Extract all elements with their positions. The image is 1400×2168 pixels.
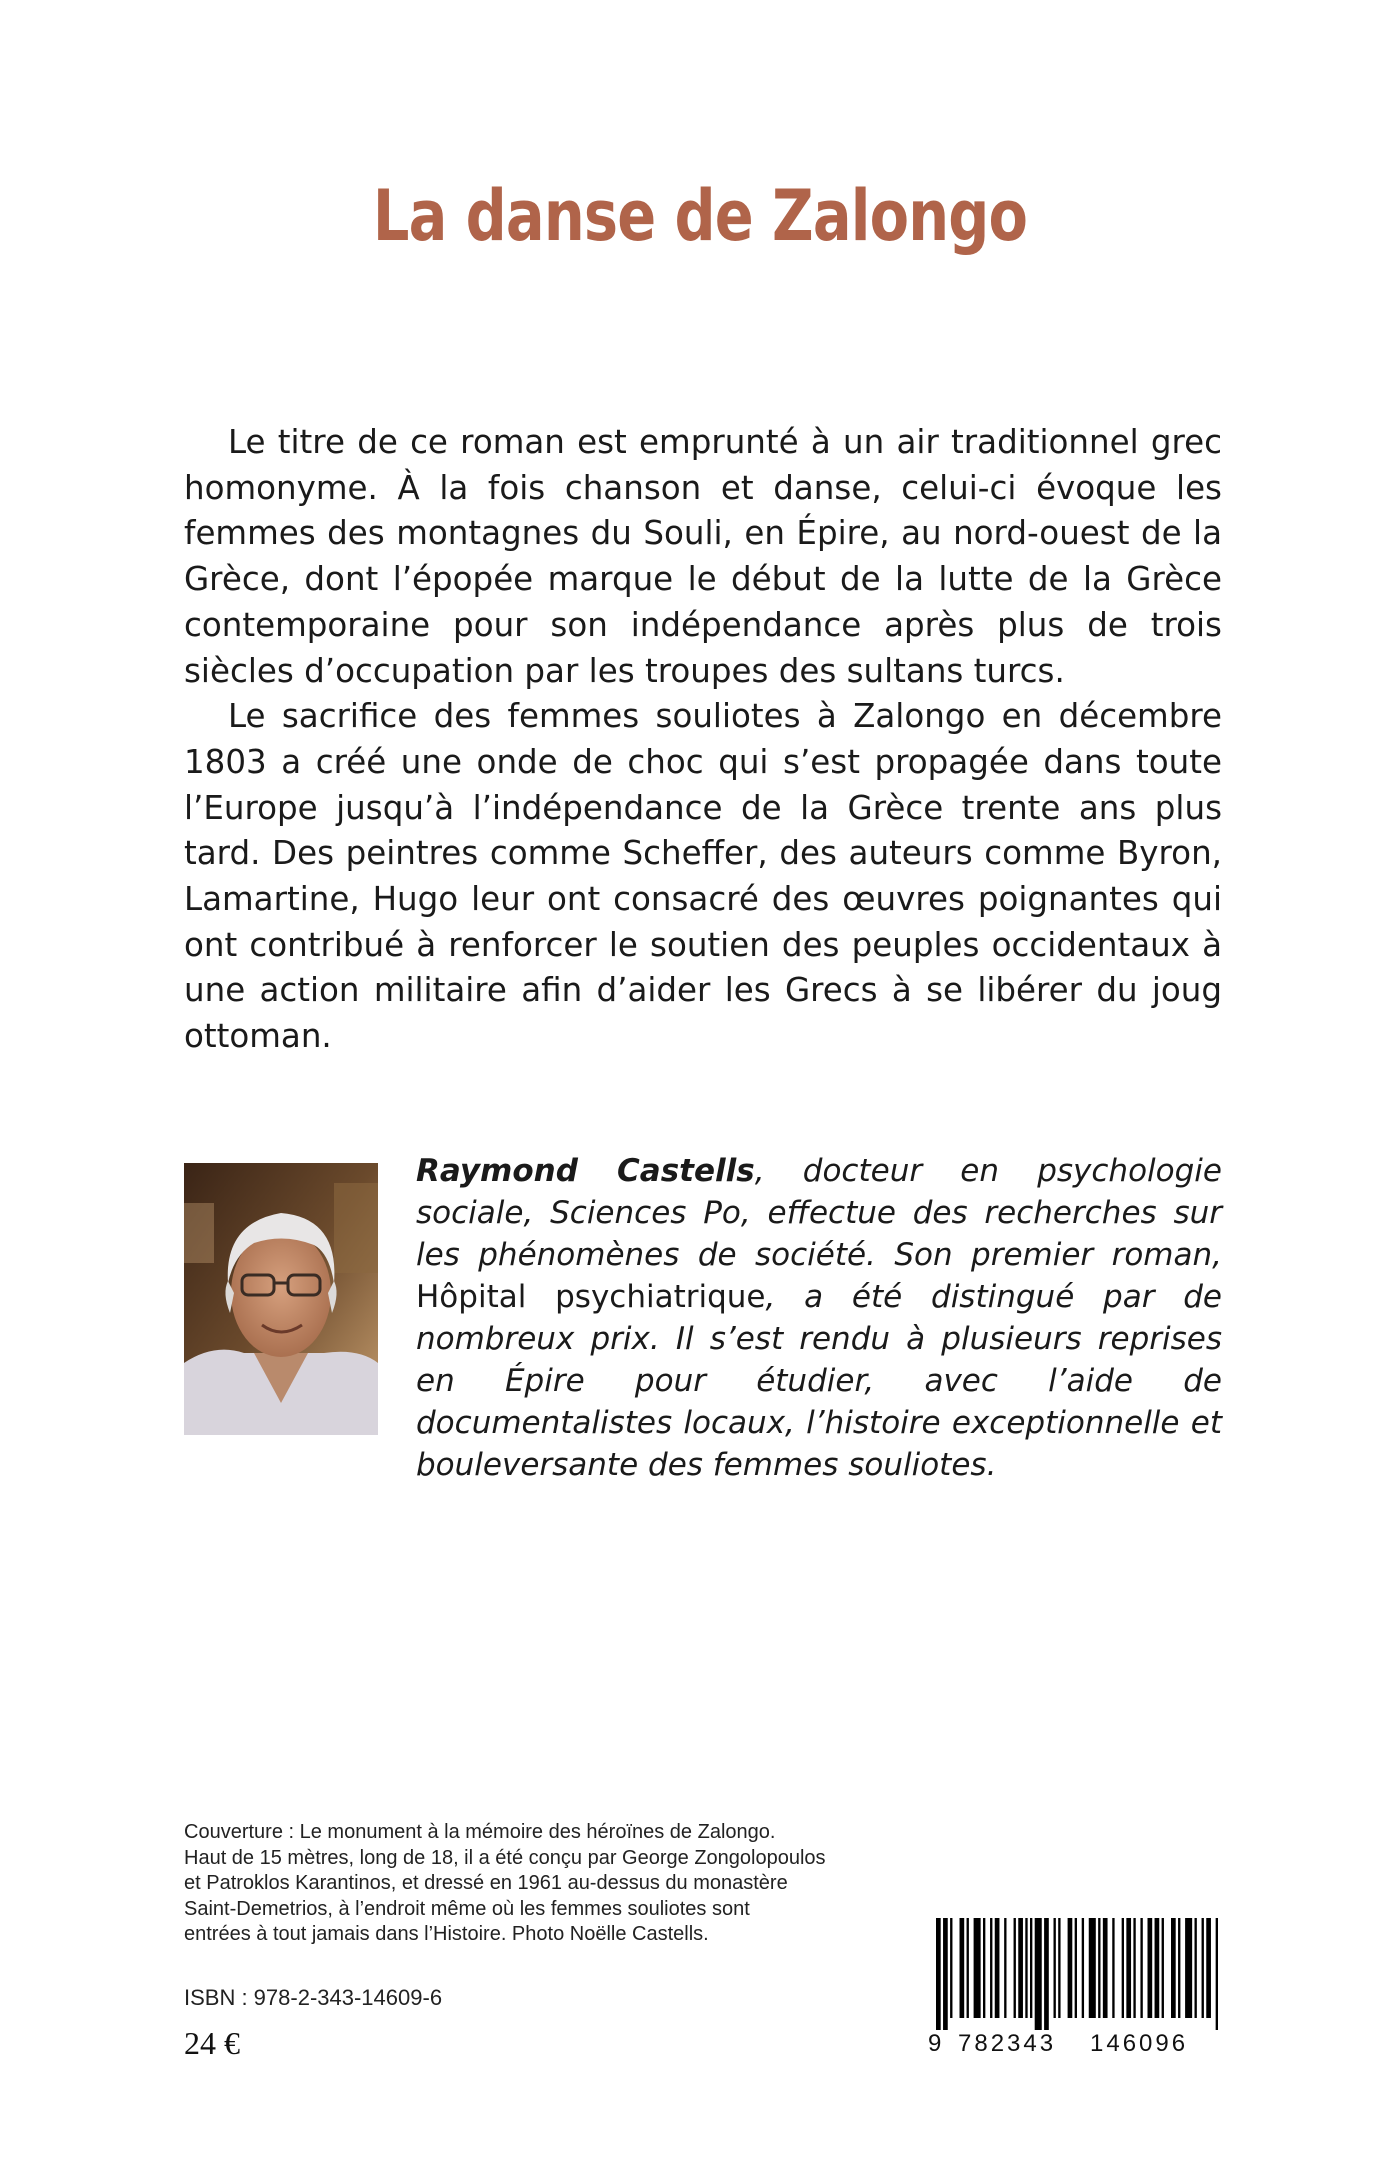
barcode-bar (1014, 1918, 1016, 2018)
barcode-bar (943, 1918, 948, 2030)
previous-book-title: Hôpital psychiatrique (416, 1279, 766, 1315)
barcode-left-digits: 782343 (958, 2030, 1057, 2057)
barcode-bar (1216, 1918, 1218, 2030)
barcode-bar (1195, 1918, 1197, 2018)
barcode-bar (990, 1918, 992, 2018)
barcode-bar (960, 1918, 965, 2018)
barcode-bar (1018, 1918, 1023, 2018)
barcode-bar (1035, 1918, 1042, 2030)
barcode-bar (1185, 1918, 1192, 2018)
barcode-bar (1089, 1918, 1096, 2018)
book-title: La danse de Zalongo (372, 174, 1028, 257)
summary-paragraph: Le titre de ce roman est emprunté à un air traditionnel grec homonyme. À la fois chanson et danse, celui-ci évoque les femmes des montagnes du Souli, en Épire, au nord-ouest de la Grèce, dont l’épopée marque le début de la lutte de la Grèce contemporaine pour son indépendance après plus de trois siècles d’occupation par les troupes des sultans turcs. (184, 423, 1222, 690)
barcode-bar (1140, 1918, 1142, 2018)
barcode-bar (1112, 1918, 1114, 2018)
cover-credit-line: et Patroklos Karantinos, et dressé en 1961 au-dessus du monastère (184, 1872, 788, 1895)
barcode-bar (1004, 1918, 1006, 2018)
barcode-lead-digit: 9 (928, 2030, 945, 2057)
author-bio-text: , a été distingué par de nombreux prix. Il s’est rendu à plusieurs reprises en Épire pour étudier, avec l’aide de documentalistes locaux, l’histoire exceptionnelle et bouleversante des femmes souliotes. (416, 1279, 1223, 1483)
cover-credit (184, 1820, 904, 1948)
author-name: Raymond Castells (416, 1153, 755, 1189)
barcode-bar (1155, 1918, 1160, 2018)
barcode-bar (1058, 1918, 1060, 2018)
cover-credit-line: Couverture : Le monument à la mémoire des héroïnes de Zalongo. (184, 1821, 776, 1843)
barcode-bar (936, 1918, 941, 2030)
isbn: ISBN : 978-2-343-14609-6 (184, 1985, 443, 2010)
summary-paragraph: Le sacrifice des femmes souliotes à Zalongo en décembre 1803 a créé une onde de choc qui s’est propagée dans toute l’Europe jusqu’à l’indépendance de la Grèce trente ans plus tard. Des peintres comme Scheffer, des auteurs comme Byron, Lamartine, Hugo leur ont consacré des œuvres poignantes qui ont contribué à renforcer le soutien des peuples occidentaux à une action militaire afin d’aider les Grecs à se libérer du joug ottoman. (184, 697, 1222, 1056)
author-photo (184, 1163, 378, 1435)
price: 24 € (184, 2025, 240, 2061)
barcode-bar (1126, 1918, 1131, 2018)
barcode-bar (995, 1918, 1000, 2018)
barcode-bar (974, 1918, 981, 2018)
barcode-bar (1068, 1918, 1073, 2018)
barcode-bar (1044, 1918, 1049, 2030)
barcode-bar (1098, 1918, 1100, 2018)
barcode-bar (1025, 1918, 1027, 2018)
barcode-bar (983, 1918, 985, 2018)
barcode-bar (1171, 1918, 1176, 2018)
cover-credit-line: entrées à tout jamais dans l’Histoire. Photo Noëlle Castells. (184, 1923, 709, 1946)
barcode-bar (1178, 1918, 1180, 2018)
barcode-bar (1133, 1918, 1135, 2018)
cover-credit-line: Saint-Demetrios, à l’endroit même où les femmes souliotes sont (184, 1897, 750, 1920)
barcode-bar (1202, 1918, 1204, 2018)
barcode-bar (1082, 1918, 1084, 2018)
barcode-bar (1075, 1918, 1077, 2018)
barcode-right-digits: 146096 (1090, 2030, 1189, 2057)
barcode-bar (1030, 1918, 1032, 2018)
barcode-bar (1054, 1918, 1056, 2018)
barcode-bar (1206, 1918, 1211, 2018)
barcode-bar (1148, 1918, 1153, 2018)
cover-credit-line: Haut de 15 mètres, long de 18, il a été conçu par George Zongolopoulos (184, 1846, 826, 1869)
author-bio (416, 1150, 1222, 1486)
barcode-bar (1122, 1918, 1124, 2018)
barcode-bar (967, 1918, 969, 2018)
barcode-bar (950, 1918, 952, 2018)
barcode-bar (1103, 1918, 1108, 2018)
barcode-bar (1162, 1918, 1164, 2018)
book-summary (184, 420, 1222, 1060)
author-bio-text: , docteur en psychologie sociale, Sciences Po, effectue des recherches sur les phénomènes de société. Son premier roman, (416, 1153, 1222, 1273)
